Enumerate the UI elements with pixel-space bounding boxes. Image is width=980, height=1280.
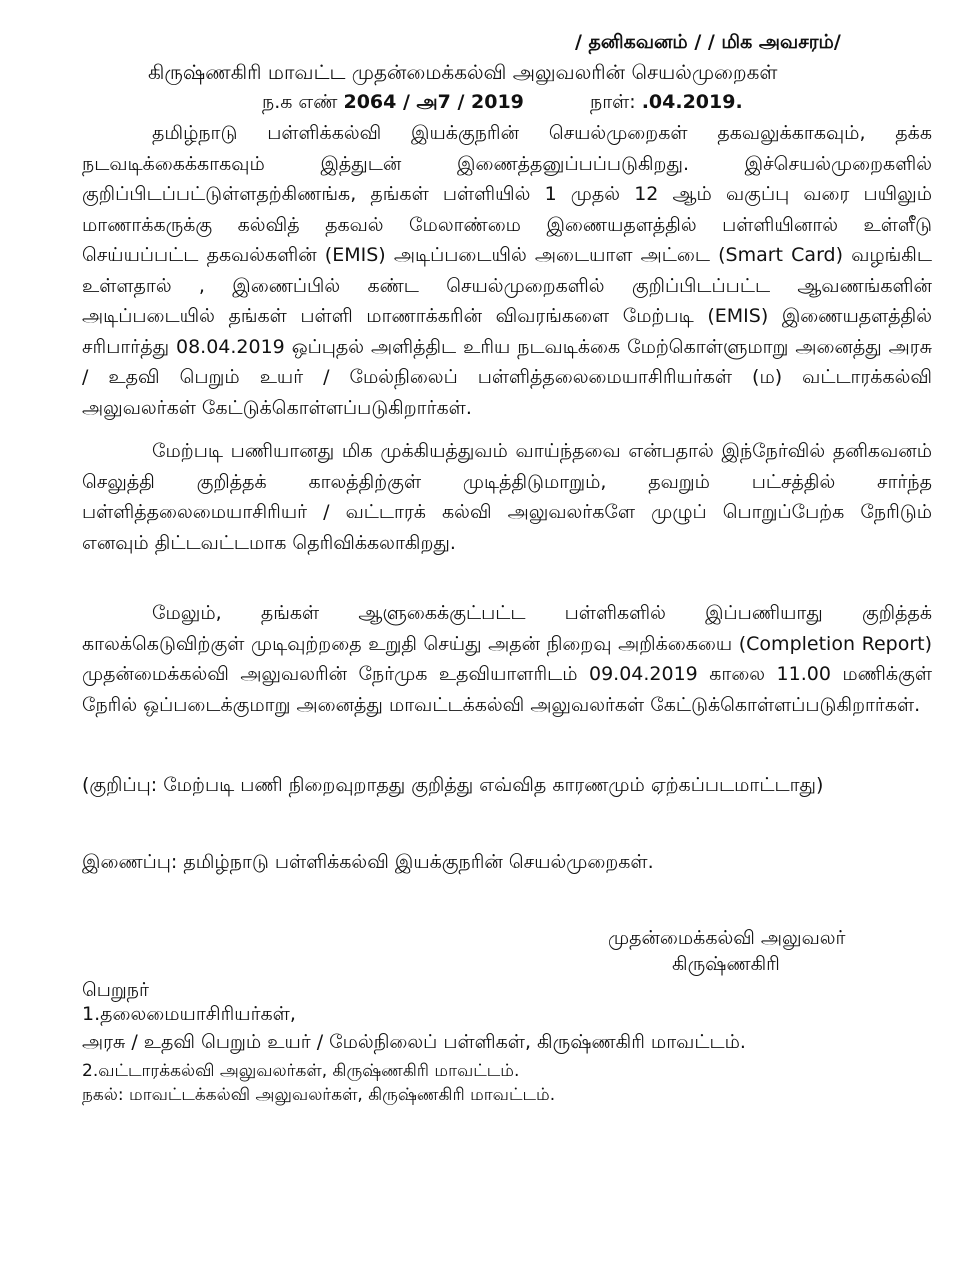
paragraph-3: மேலும், தங்கள் ஆளுகைக்குட்பட்ட பள்ளிகளில் இப்பணியாது குறித்தக் காலக்கெடுவிற்குள் முடிவுற்றதை உறுதி செய்து அதன் நிறைவு அறிக்கையை (Completion Report) முதன்மைக்கல்வி அலுவலரின் நேர்முக உதவியாளரிடம் 09.04.2019 காலை 11.00 மணிக்குள் நேரில் ஒப்படைக்குமாறு அனைத்து மாவட்டக்கல்வி அலுவலர்கள் கேட்டுக்கொள்ளப்படுகிறார்கள். xyxy=(82,602,932,716)
paragraph-1: தமிழ்நாடு பள்ளிக்கல்வி இயக்குநரின் செயல்முறைகள் தகவலுக்காகவும், தக்க நடவடிக்கைக்காகவும் இத்துடன் இணைத்தனுப்பப்படுகிறது. இச்செயல்முறைகளில் குறிப்பிடப்பட்டுள்ளதற்கிணங்க, தங்கள் பள்ளியில் 1 முதல் 12 ஆம் வகுப்பு வரை பயிலும் மாணாக்கருக்கு கல்வித் தகவல் மேலாண்மை இணையதளத்தில் பள்ளியினால் உள்ளீடு செய்யப்பட்ட தகவல்களின் (EMIS) அடிப்படையில் அடையாள அட்டை (Smart Card) வழங்கிட உள்ளதால் , இணைப்பில் கண்ட செயல்முறைகளில் குறிப்பிடப்பட்ட ஆவணங்களின் அடிப்படையில் தங்கள் பள்ளி மாணாக்கரின் விவரங்களை மேற்படி (EMIS) இணையதளத்தில் சரிபார்த்து 08.04.2019 ஒப்புதல் அளித்திட உரிய நடவடிக்கை மேற்கொள்ளுமாறு அனைத்து அரசு / உதவி பெறும் உயர் / மேல்நிலைப் பள்ளித்தலைமையாசிரியர்கள் (ம) வட்டாரக்கல்வி அலுவலர்கள் கேட்டுக்கொள்ளப்படுகிறார்கள். xyxy=(82,122,932,419)
signature-place: கிருஷ்ணகிரி xyxy=(672,953,780,975)
office-title: கிருஷ்ணகிரி மாவட்ட முதன்மைக்கல்வி அலுவலரின் செயல்முறைகள் xyxy=(148,60,778,84)
signature-designation: முதன்மைக்கல்வி அலுவலர் xyxy=(608,927,846,949)
reference-number: 2064 / அ7 / 2019 xyxy=(343,91,524,113)
reference-line xyxy=(262,88,524,116)
reference-prefix: ந.க எண் xyxy=(262,91,344,113)
recipient-item-2: 2.வட்டாரக்கல்வி அலுவலர்கள், கிருஷ்ணகிரி மாவட்டம். xyxy=(82,1061,520,1081)
recipient-item-1-detail: அரசு / உதவி பெறும் உயர் / மேல்நிலைப் பள்ளிகள், கிருஷ்ணகிரி மாவட்டம். xyxy=(82,1031,746,1053)
paragraph-2: மேற்படி பணியானது மிக முக்கியத்துவம் வாய்ந்தவை என்பதால் இந்நேர்வில் தனிகவனம் செலுத்தி குறித்தக் காலத்திற்குள் முடித்திடுமாறும், தவறும் பட்சத்தில் சார்ந்த பள்ளித்தலைமையாசிரியர் / வட்டாரக் கல்வி அலுவலர்களே முழுப் பொறுப்பேற்க நேரிடும் எனவும் திட்டவட்டமாக தெரிவிக்கலாகிறது. xyxy=(82,440,932,554)
confidential-label: / தனிகவனம் / / மிக அவசரம்/ xyxy=(575,31,841,53)
note-paragraph: (குறிப்பு: மேற்படி பணி நிறைவுறாதது குறித்து எவ்வித காரணமும் ஏற்கப்படமாட்டாது) xyxy=(82,774,824,796)
date-value: .04.2019. xyxy=(641,91,743,113)
recipient-item-1-title: 1.தலைமையாசிரியர்கள், xyxy=(82,1003,296,1025)
copy-line: நகல்: மாவட்டக்கல்வி அலுவலர்கள், கிருஷ்ணகிரி மாவட்டம். xyxy=(82,1085,556,1105)
date-prefix: நாள்: xyxy=(590,91,642,113)
enclosure-line: இணைப்பு: தமிழ்நாடு பள்ளிக்கல்வி இயக்குநரின் செயல்முறைகள். xyxy=(82,851,654,873)
recipients-heading: பெறுநர் xyxy=(82,979,149,1001)
date-line xyxy=(590,88,743,116)
